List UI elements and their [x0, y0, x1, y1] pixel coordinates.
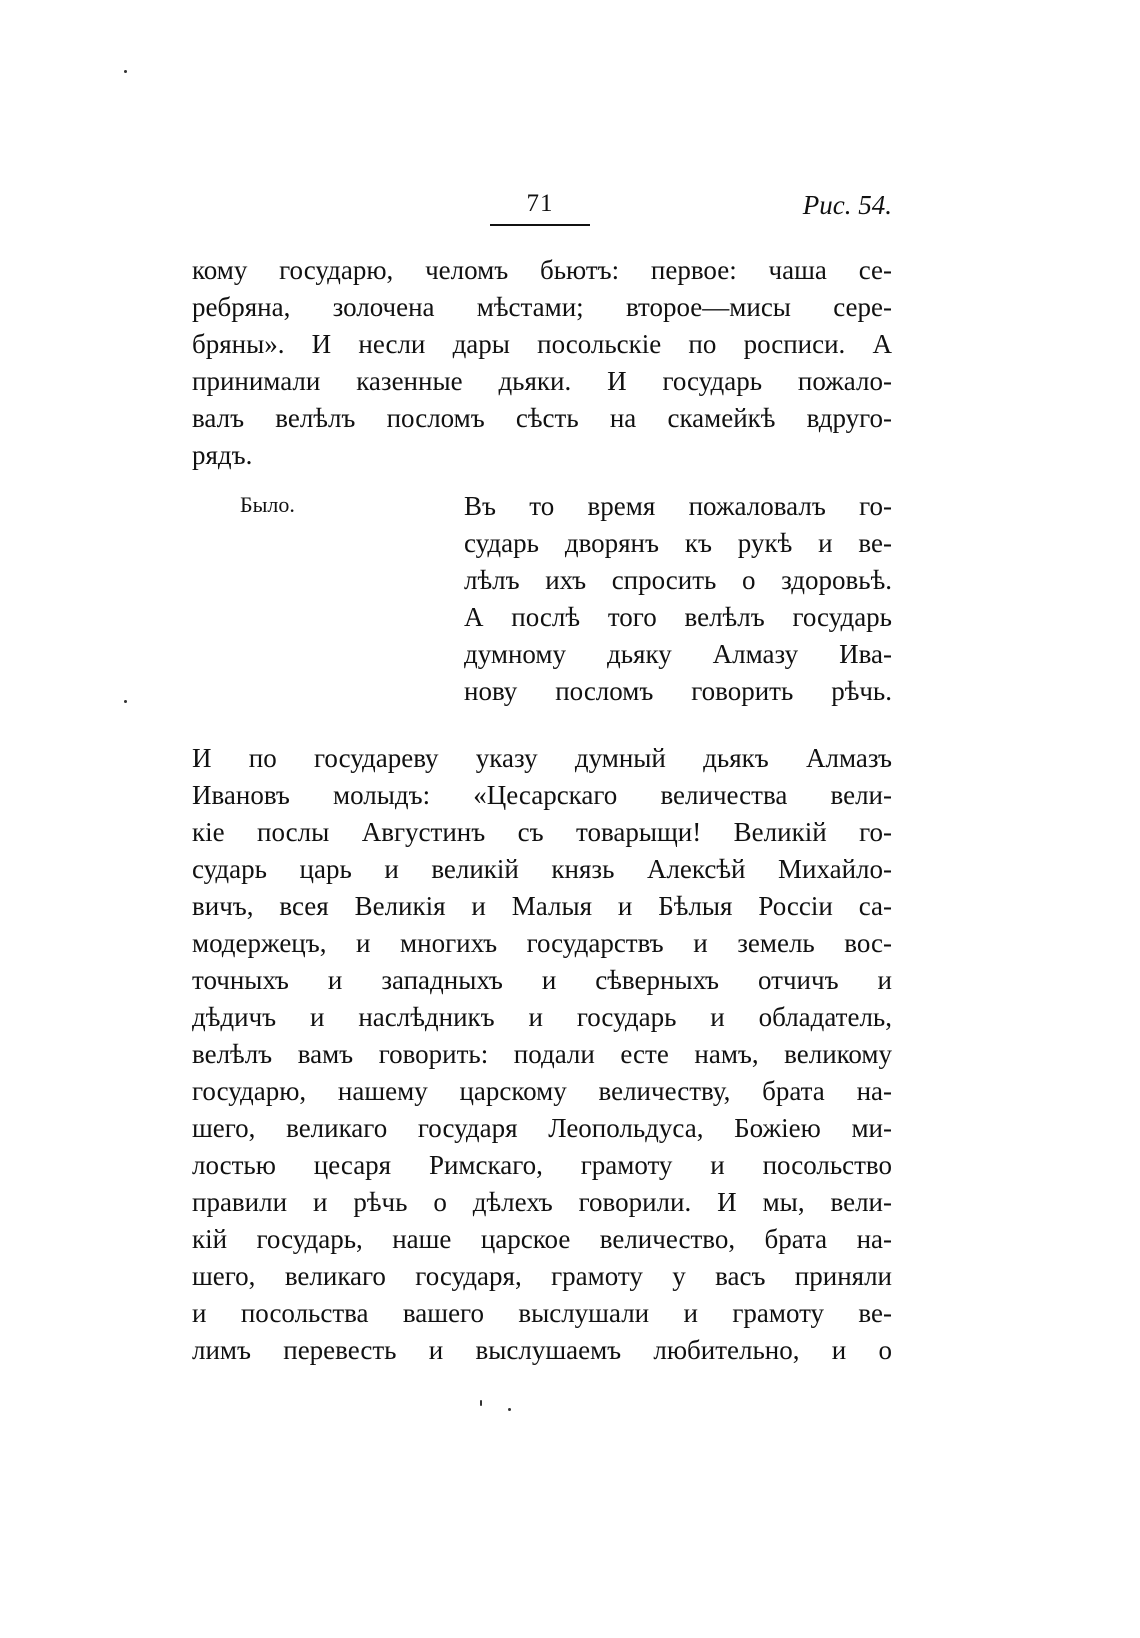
scan-speck — [124, 700, 127, 703]
text-line: лимъ перевесть и выслушаемъ любительно, и о — [192, 1335, 892, 1365]
text-line: правили и рѣчь о дѣлехъ говорили. И мы, вели- — [192, 1187, 892, 1217]
text-line: шего, великаго государя, грамоту у васъ приняли — [192, 1261, 892, 1291]
figure-reference: Рис. 54. — [802, 190, 892, 220]
text-line: модержецъ, и многихъ государствъ и земель вос- — [192, 928, 892, 958]
text-line: кій государь, наше царское величество, брата на- — [192, 1224, 892, 1254]
text-line: принимали казенные дьяки. И государь пожало- — [192, 366, 892, 396]
text-line: думному дьяку Алмазу Ива- — [464, 639, 892, 669]
text-line: шего, великаго государя Леопольдуса, Божіею ми- — [192, 1113, 892, 1143]
text-line: ребряна, золочена мѣстами; второе—мисы сере- — [192, 292, 892, 322]
text-line: государю, нашему царскому величеству, брата на- — [192, 1076, 892, 1106]
text-line: бряны». И несли дары посольскіе по росписи. А — [192, 329, 892, 359]
text-line: вичъ, всея Великія и Малыя и Бѣлыя Россіи са- — [192, 891, 892, 921]
text-line: кіе послы Августинъ съ товарыщи! Великій го- — [192, 817, 892, 847]
text-line: точныхъ и западныхъ и сѣверныхъ отчичъ и — [192, 965, 892, 995]
text-line: сударь царь и великій князь Алексѣй Михайло- — [192, 854, 892, 884]
text-line: кому государю, челомъ бьютъ: первое: чаша се- — [192, 255, 892, 285]
page-number: 71 — [526, 190, 554, 217]
text-line: И по государеву указу думный дьякъ Алмазъ — [192, 743, 892, 773]
page-number-rule — [490, 224, 590, 226]
text-line: велѣлъ вамъ говорить: подали есте намъ, великому — [192, 1039, 892, 1069]
text-line: А послѣ того велѣлъ государь — [464, 602, 892, 632]
variant-text-block — [464, 488, 892, 710]
scan-speck — [508, 1408, 511, 1411]
scan-speck — [480, 1400, 482, 1406]
text-line: сударь дворянъ къ рукѣ и ве- — [464, 528, 892, 558]
text-line: и посольства вашего выслушали и грамоту ве- — [192, 1298, 892, 1328]
scan-speck — [124, 70, 127, 73]
text-line: лостью цесаря Римскаго, грамоту и посольство — [192, 1150, 892, 1180]
text-line: Ивановъ молыдъ: «Цесарскаго величества вели- — [192, 780, 892, 810]
text-line: рядъ. — [192, 440, 253, 470]
text-line: дѣдичъ и наслѣдникъ и государь и обладатель, — [192, 1002, 892, 1032]
margin-note: Было. — [240, 492, 295, 517]
paragraph-bottom — [192, 740, 892, 1369]
text-line: лѣлъ ихъ спросить о здоровьѣ. — [464, 565, 892, 595]
text-line: валъ велѣлъ посломъ сѣсть на скамейкѣ вдруго- — [192, 403, 892, 433]
paragraph-top — [192, 252, 892, 474]
text-line: нову посломъ говорить рѣчь. — [464, 676, 892, 706]
text-line: Въ то время пожаловалъ го- — [464, 491, 892, 521]
